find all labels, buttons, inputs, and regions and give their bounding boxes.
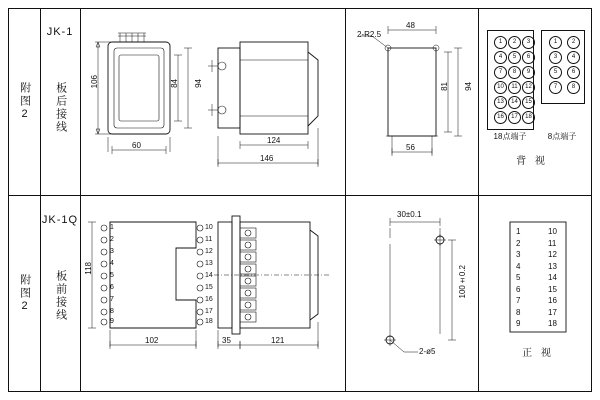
terminal-number: 3 xyxy=(110,248,114,255)
terminal-number: 14 xyxy=(205,272,213,279)
terminal-dot: 3 xyxy=(522,36,535,49)
terminal-number: 1 xyxy=(110,224,114,231)
terminal-dot: 15 xyxy=(522,96,535,109)
row2-figure-label-text: 附图2 xyxy=(18,273,31,314)
terminal-dot: 13 xyxy=(494,96,507,109)
terminal-dot: 1 xyxy=(494,36,507,49)
dim-146: 146 xyxy=(260,154,274,163)
panel-number: 13 xyxy=(548,261,557,271)
terminal-number: 15 xyxy=(205,284,213,291)
row2-view-caption: 正 视 xyxy=(522,348,554,359)
dim-56: 56 xyxy=(406,143,415,152)
terminal-number: 17 xyxy=(205,308,213,315)
terminal-dot: 7 xyxy=(494,66,507,79)
panel-number: 17 xyxy=(548,307,557,317)
row1-mount-text: 板后接线 xyxy=(54,82,67,134)
dim-121: 121 xyxy=(271,336,285,345)
terminal-dot: 5 xyxy=(549,66,562,79)
terminal-number: 13 xyxy=(205,260,213,267)
panel-number: 4 xyxy=(516,261,521,271)
terminal-number: 18 xyxy=(205,318,213,325)
terminal-dot: 14 xyxy=(508,96,521,109)
panel-number: 3 xyxy=(516,250,521,259)
terminal-dot: 3 xyxy=(549,51,562,64)
dim-30: 30±0.1 xyxy=(397,210,422,219)
panel-number: 1 xyxy=(516,227,521,236)
panel-number: 11 xyxy=(548,238,557,248)
dim-35: 35 xyxy=(222,336,231,345)
terminal-dot: 2 xyxy=(508,36,521,49)
terminal-dot: 17 xyxy=(508,111,521,124)
terminal-dot: 10 xyxy=(494,81,507,94)
panel-number: 8 xyxy=(516,307,521,317)
terminal-right-caption: 8点端子 xyxy=(547,132,577,141)
terminal-dot: 4 xyxy=(494,51,507,64)
dim-106: 106 xyxy=(90,75,99,89)
panel-number: 16 xyxy=(548,296,557,305)
terminal-dot: 18 xyxy=(522,111,535,124)
panel-number: 18 xyxy=(548,319,557,328)
terminal-number: 12 xyxy=(205,248,213,255)
terminal-number: 5 xyxy=(110,272,114,279)
terminal-dot: 11 xyxy=(508,81,521,94)
panel-number: 2 xyxy=(516,238,521,248)
row2-mount-text: 板前接线 xyxy=(54,270,67,322)
terminal-dot: 4 xyxy=(567,51,580,64)
terminal-number: 10 xyxy=(205,224,213,231)
terminal-number: 4 xyxy=(110,260,114,267)
dim-118: 118 xyxy=(84,262,93,275)
terminal-dot: 5 xyxy=(508,51,521,64)
dim-100: 100±0.2 xyxy=(458,265,467,299)
panel-number: 15 xyxy=(548,284,557,294)
dim-R2.5: 2-R2.5 xyxy=(357,30,382,39)
dim-84: 84 xyxy=(170,79,179,88)
terminal-left-caption: 18点端子 xyxy=(493,132,527,141)
row1-model: JK-1 xyxy=(46,26,74,39)
terminal-dot: 8 xyxy=(567,81,580,94)
terminal-number: 2 xyxy=(110,236,114,243)
terminal-dot: 16 xyxy=(494,111,507,124)
row2-model: JK-1Q xyxy=(41,214,79,227)
terminal-number: 8 xyxy=(110,308,114,315)
terminal-number: 16 xyxy=(205,296,213,303)
panel-number: 12 xyxy=(548,250,557,259)
dim-81: 81 xyxy=(440,82,449,91)
panel-number: 5 xyxy=(516,273,521,282)
terminal-dot: 9 xyxy=(522,66,535,79)
terminal-dot: 1 xyxy=(549,36,562,49)
dim-48: 48 xyxy=(406,21,415,30)
terminal-dot: 7 xyxy=(549,81,562,94)
dim-102: 102 xyxy=(145,336,159,345)
terminal-dot: 8 xyxy=(508,66,521,79)
row1-figure-label-text: 附图2 xyxy=(18,81,31,122)
terminal-dot: 6 xyxy=(522,51,535,64)
terminal-number: 6 xyxy=(110,284,114,291)
terminal-dot: 12 xyxy=(522,81,535,94)
terminal-number: 11 xyxy=(205,236,213,243)
terminal-number: 9 xyxy=(110,318,114,325)
dim-124: 124 xyxy=(267,136,281,145)
dim-94: 94 xyxy=(194,79,203,88)
dim-holes: 2-ø5 xyxy=(419,347,436,356)
panel-number: 10 xyxy=(548,227,557,236)
dim-94b: 94 xyxy=(464,82,473,91)
row1-view-caption: 背 视 xyxy=(516,156,548,167)
panel-number: 9 xyxy=(516,319,521,328)
panel-number: 14 xyxy=(548,273,557,282)
panel-number: 6 xyxy=(516,284,521,294)
dim-60: 60 xyxy=(132,141,141,150)
terminal-number: 7 xyxy=(110,296,114,303)
panel-number: 7 xyxy=(516,296,521,305)
terminal-dot: 6 xyxy=(567,66,580,79)
terminal-dot: 2 xyxy=(567,36,580,49)
